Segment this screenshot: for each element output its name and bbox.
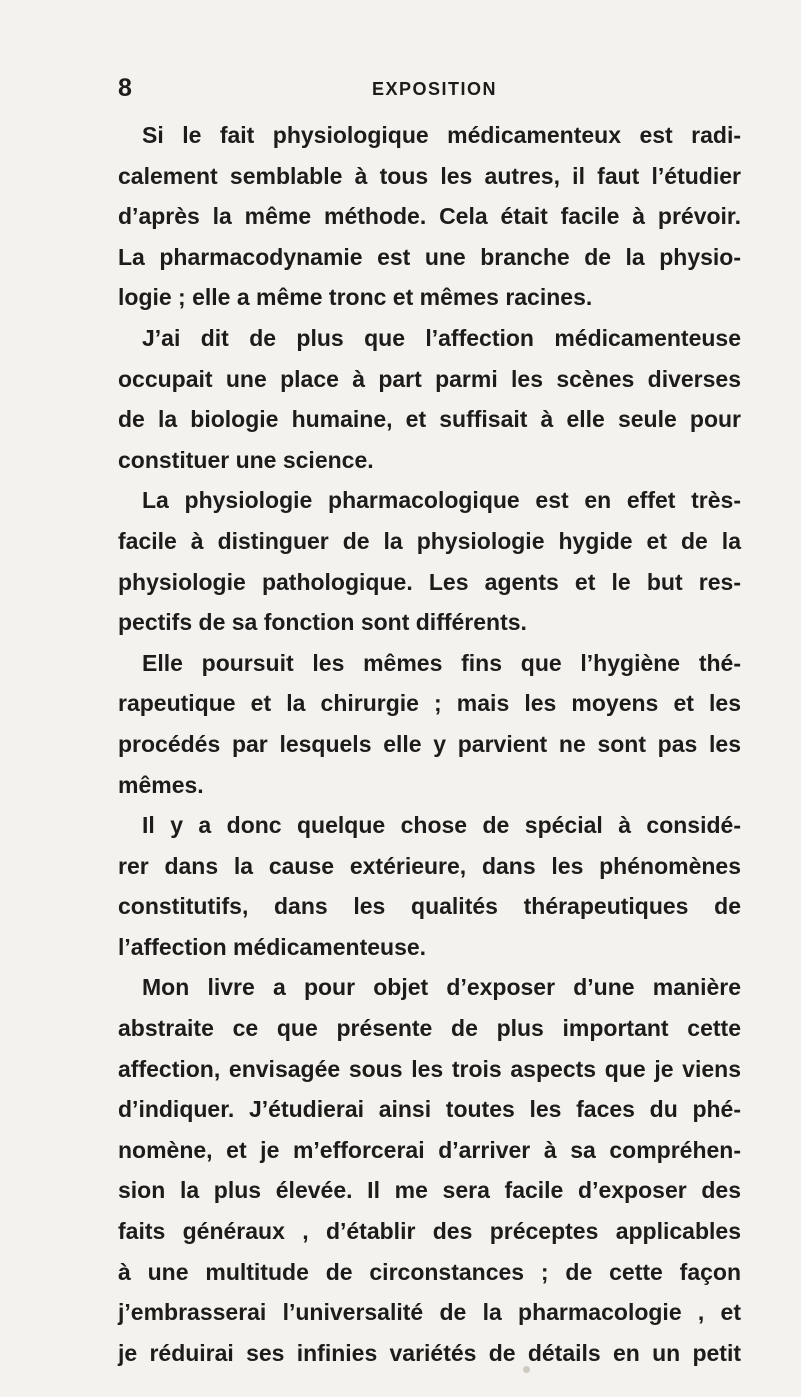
text-line: Mon livre a pour objet d’exposer d’une manière (142, 974, 741, 1001)
text-line: faits généraux , d’établir des préceptes applicables (118, 1218, 741, 1245)
paper-speck (523, 1366, 530, 1373)
text-line: nomène, et je m’efforcerai d’arriver à sa compréhen- (118, 1136, 741, 1163)
text-line: La physiologie pharmacologique est en effet très- (142, 487, 741, 514)
text-line: d’après la même méthode. Cela était facile à prévoir. (118, 203, 741, 230)
text-line: sion la plus élevée. Il me sera facile d’exposer des (118, 1177, 741, 1204)
body-text (118, 115, 741, 1373)
text-line: Elle poursuit les mêmes fins que l’hygiène thé- (142, 649, 741, 676)
text-line: calement semblable à tous les autres, il faut l’étudier (118, 162, 741, 189)
text-line: rer dans la cause extérieure, dans les phénomènes (118, 852, 741, 879)
text-line: abstraite ce que présente de plus important cette (118, 1015, 741, 1042)
text-line: je réduirai ses infinies variétés de détails en un petit (118, 1339, 741, 1366)
text-line: facile à distinguer de la physiologie hygide et de la (118, 527, 741, 554)
text-line: à une multitude de circonstances ; de cette façon (118, 1258, 741, 1285)
page-number: 8 (118, 74, 132, 102)
text-line: d’indiquer. J’étudierai ainsi toutes les faces du phé- (118, 1096, 741, 1123)
text-line: constituer une science. (118, 446, 374, 473)
text-line: mêmes. (118, 771, 204, 798)
text-line: procédés par lesquels elle y parvient ne sont pas les (118, 730, 741, 757)
text-line: rapeutique et la chirurgie ; mais les moyens et les (118, 690, 741, 717)
text-line: La pharmacodynamie est une branche de la physio- (118, 243, 741, 270)
text-line: Si le fait physiologique médicamenteux est radi- (142, 122, 741, 148)
text-line: j’embrasserai l’universalité de la pharmacologie , et (118, 1299, 741, 1326)
text-line: logie ; elle a même tronc et mêmes racines. (118, 284, 593, 311)
text-line: pectifs de sa fonction sont différents. (118, 609, 527, 636)
text-line: l’affection médicamenteuse. (118, 933, 427, 960)
text-line: Il y a donc quelque chose de spécial à considé- (142, 812, 741, 839)
text-line: J’ai dit de plus que l’affection médicamenteuse (142, 324, 741, 351)
text-line: occupait une place à part parmi les scènes diverses (118, 365, 741, 392)
text-line: physiologie pathologique. Les agents et le but res- (118, 568, 741, 595)
text-line: affection, envisagée sous les trois aspects que je viens (118, 1055, 741, 1082)
text-line: de la biologie humaine, et suffisait à elle seule pour (118, 406, 741, 433)
text-line: constitutifs, dans les qualités thérapeutiques de (118, 893, 741, 920)
running-title: EXPOSITION (372, 79, 498, 99)
